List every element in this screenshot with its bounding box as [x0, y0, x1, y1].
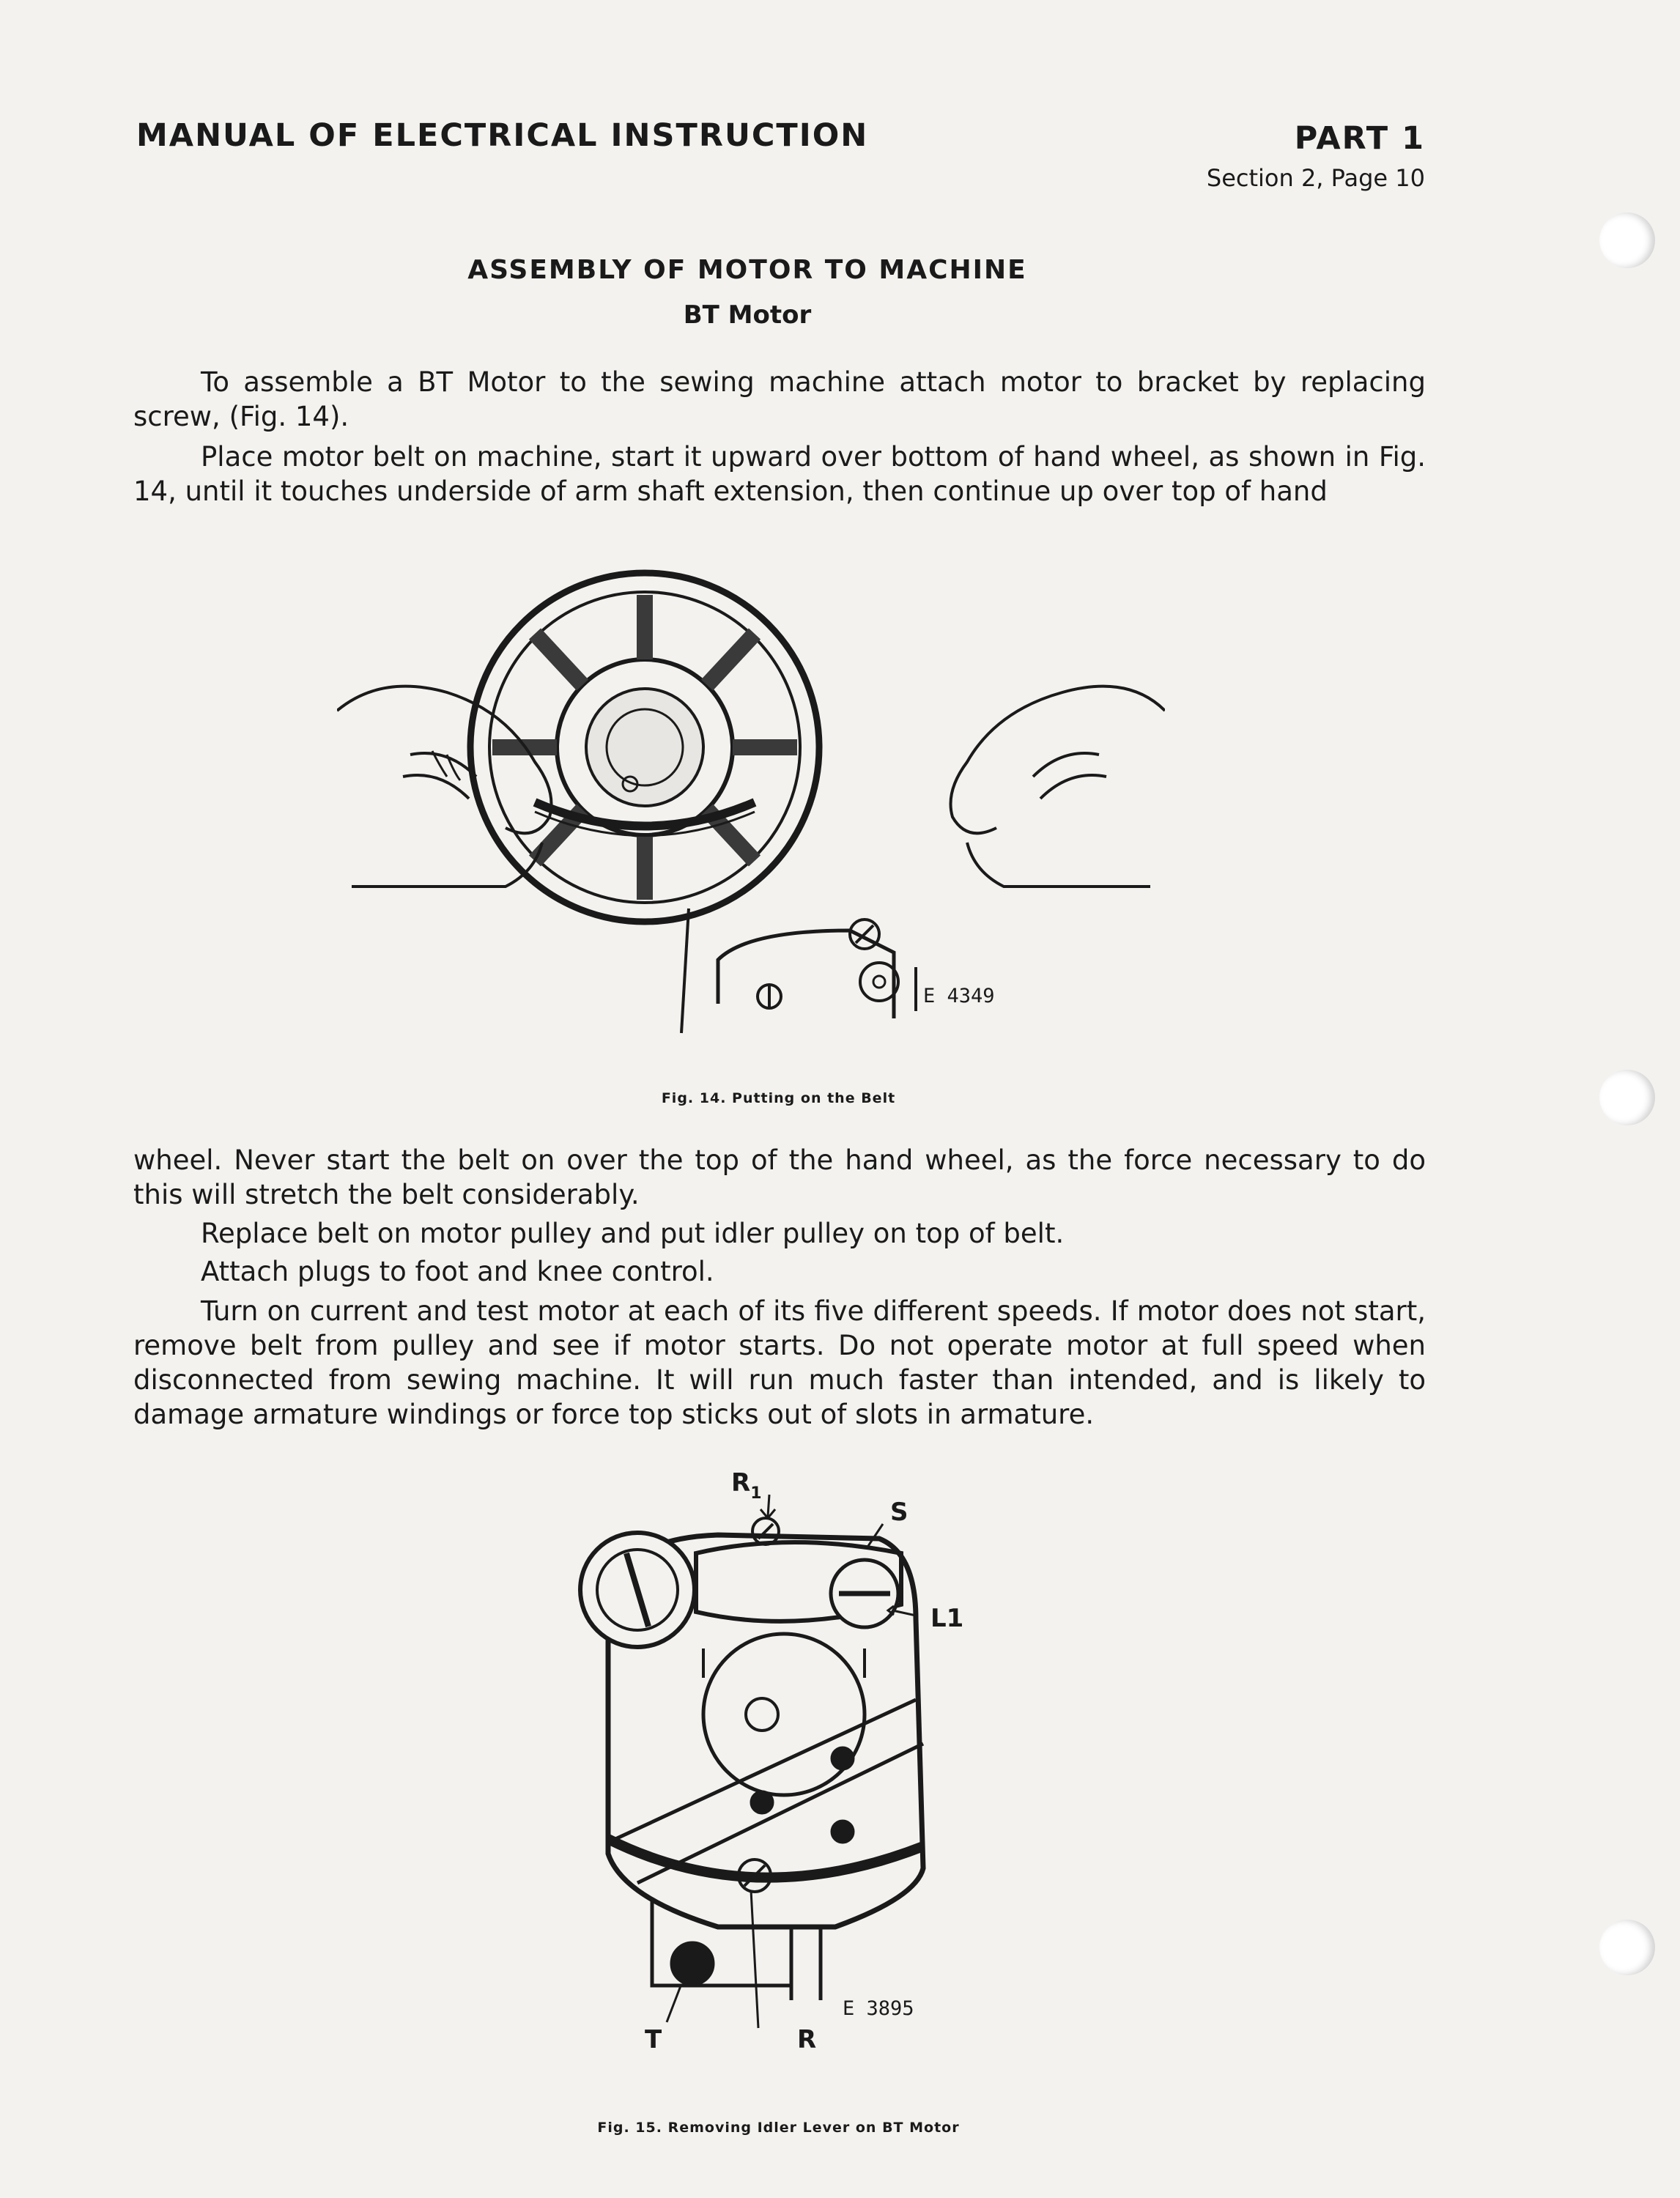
label-r1: $R_1$	[731, 1468, 762, 1503]
section-page: Section 2, Page 10	[1206, 164, 1425, 192]
figure-14-illustration	[337, 564, 1165, 1048]
label-t: T	[645, 2025, 662, 2054]
paragraph-test-motor: Turn on current and test motor at each of its five different speeds. If motor does not start, remove belt from pulley and see if motor starts. Do not operate motor at full speed when disconnected from sewing machine. It will run much faster than intended, and is likely to damage armature windings or force top sticks out of slots in armature.	[133, 1295, 1426, 1430]
paragraph-never-start: wheel. Never start the belt on over the top of the hand wheel, as the force necessary to do this will stretch the belt considerably.	[133, 1144, 1426, 1210]
figure-15-code: E 3895	[843, 1997, 914, 2020]
hand-wheel-belt-drawing	[337, 564, 1165, 1048]
section-heading: ASSEMBLY OF MOTOR TO MACHINE	[467, 255, 1027, 285]
figure-15-illustration	[571, 1458, 1026, 2066]
manual-title: MANUAL OF ELECTRICAL INSTRUCTION	[136, 117, 869, 154]
label-r: R	[797, 2025, 817, 2054]
paragraph-assemble: To assemble a BT Motor to the sewing machine attach motor to bracket by replacing screw, (Fig. 14).	[133, 366, 1426, 432]
label-l1: L1	[930, 1604, 964, 1633]
figure-15-caption: Fig. 15. Removing Idler Lever on BT Motor	[597, 2120, 960, 2136]
part-number: PART 1	[1294, 120, 1425, 157]
binder-hole-middle	[1599, 1070, 1655, 1125]
label-s: S	[890, 1498, 909, 1527]
figure-14-code: E 4349	[923, 985, 995, 1007]
binder-hole-top	[1599, 212, 1655, 268]
bt-motor-idler-drawing	[571, 1458, 1026, 2066]
paragraph-place-belt: Place motor belt on machine, start it upward over bottom of hand wheel, as shown in Fig. 14, until it touches underside of arm shaft extension, then continue up over top of hand	[133, 441, 1426, 507]
binder-hole-bottom	[1599, 1920, 1655, 1975]
section-subheading: BT Motor	[683, 300, 812, 330]
figure-14-caption: Fig. 14. Putting on the Belt	[661, 1090, 896, 1106]
paragraph-attach-plugs: Attach plugs to foot and knee control.	[201, 1256, 714, 1287]
paragraph-replace-belt: Replace belt on motor pulley and put idler pulley on top of belt.	[201, 1218, 1065, 1249]
